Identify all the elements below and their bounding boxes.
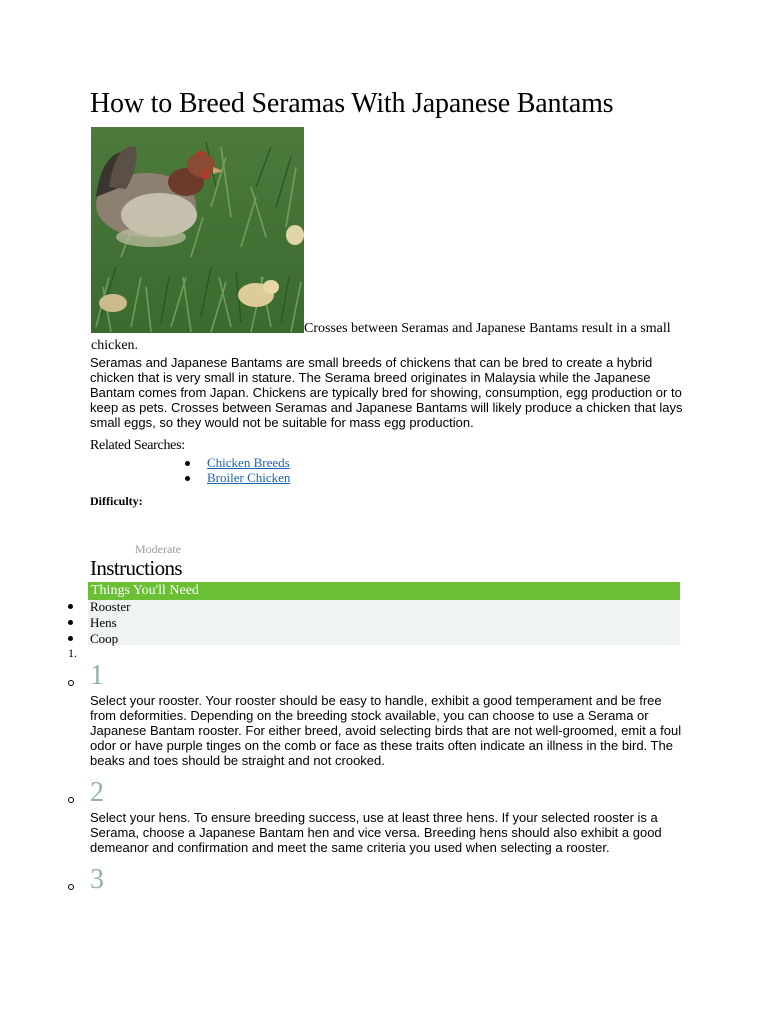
image-caption: Crosses between Seramas and Japanese Bantams result in a small chicken. [91, 321, 671, 353]
instructions-heading: Instructions [90, 556, 182, 580]
intro-paragraph: Seramas and Japanese Bantams are small breeds of chickens that can be bred to create a hybrid chicken that is very small in stature. The Serama breed originates in Malaysia while the Japanese Bantam comes from Japan. Chickens are typically bred for showing, consumption, egg production or to keep as pets. Crosses between Seramas and Japanese Bantams will likely produce a chicken that lays small eggs, so they would not be suitable for mass egg production. [90, 355, 683, 430]
bullet-icon [68, 604, 73, 609]
step-number: 1 [90, 660, 104, 691]
related-link-chicken-breeds[interactable]: Chicken Breeds [207, 455, 290, 470]
things-needed-box [88, 582, 680, 645]
bullet-icon [185, 476, 190, 481]
page-title: How to Breed Seramas With Japanese Bantams [90, 88, 614, 119]
need-item-hens: Hens [90, 615, 117, 630]
bullet-icon [68, 636, 73, 641]
circle-bullet-icon [68, 884, 74, 890]
step-number: 3 [90, 864, 104, 895]
things-needed-title: Things You'll Need [91, 583, 199, 598]
things-needed-header [88, 582, 680, 600]
need-item-coop: Coop [90, 631, 119, 646]
related-searches-heading: Related Searches: [90, 438, 185, 453]
step-text: Select your hens. To ensure breeding success, use at least three hens. If your selected rooster is a Serama, choose a Japanese Bantam hen and vice versa. Breeding hens should also exhibit a good demeanor and confirmation and meet the same criteria you used when selecting a rooster. [90, 810, 662, 855]
chicken-photo [91, 127, 304, 333]
step-text: Select your rooster. Your rooster should be easy to handle, exhibit a good temperament and be free from deformities. Depending on the breeding stock available, you can choose to use a Serama or Japanese Bantam rooster. For either breed, avoid selecting birds that are not well-groomed, emit a foul odor or have purple tinges on the comb or face as these traits often indicate an illness in the bird. The beaks and toes should be straight and not crooked. [90, 693, 682, 768]
related-link-broiler-chicken[interactable]: Broiler Chicken [207, 470, 291, 485]
circle-bullet-icon [68, 680, 74, 686]
circle-bullet-icon [68, 797, 74, 803]
difficulty-value: Moderate [135, 542, 181, 556]
bullet-icon [185, 461, 190, 466]
step-number: 2 [90, 777, 104, 808]
list-marker: 1. [68, 646, 77, 660]
need-item-rooster: Rooster [90, 599, 131, 614]
difficulty-label: Difficulty: [90, 494, 143, 508]
bullet-icon [68, 620, 73, 625]
